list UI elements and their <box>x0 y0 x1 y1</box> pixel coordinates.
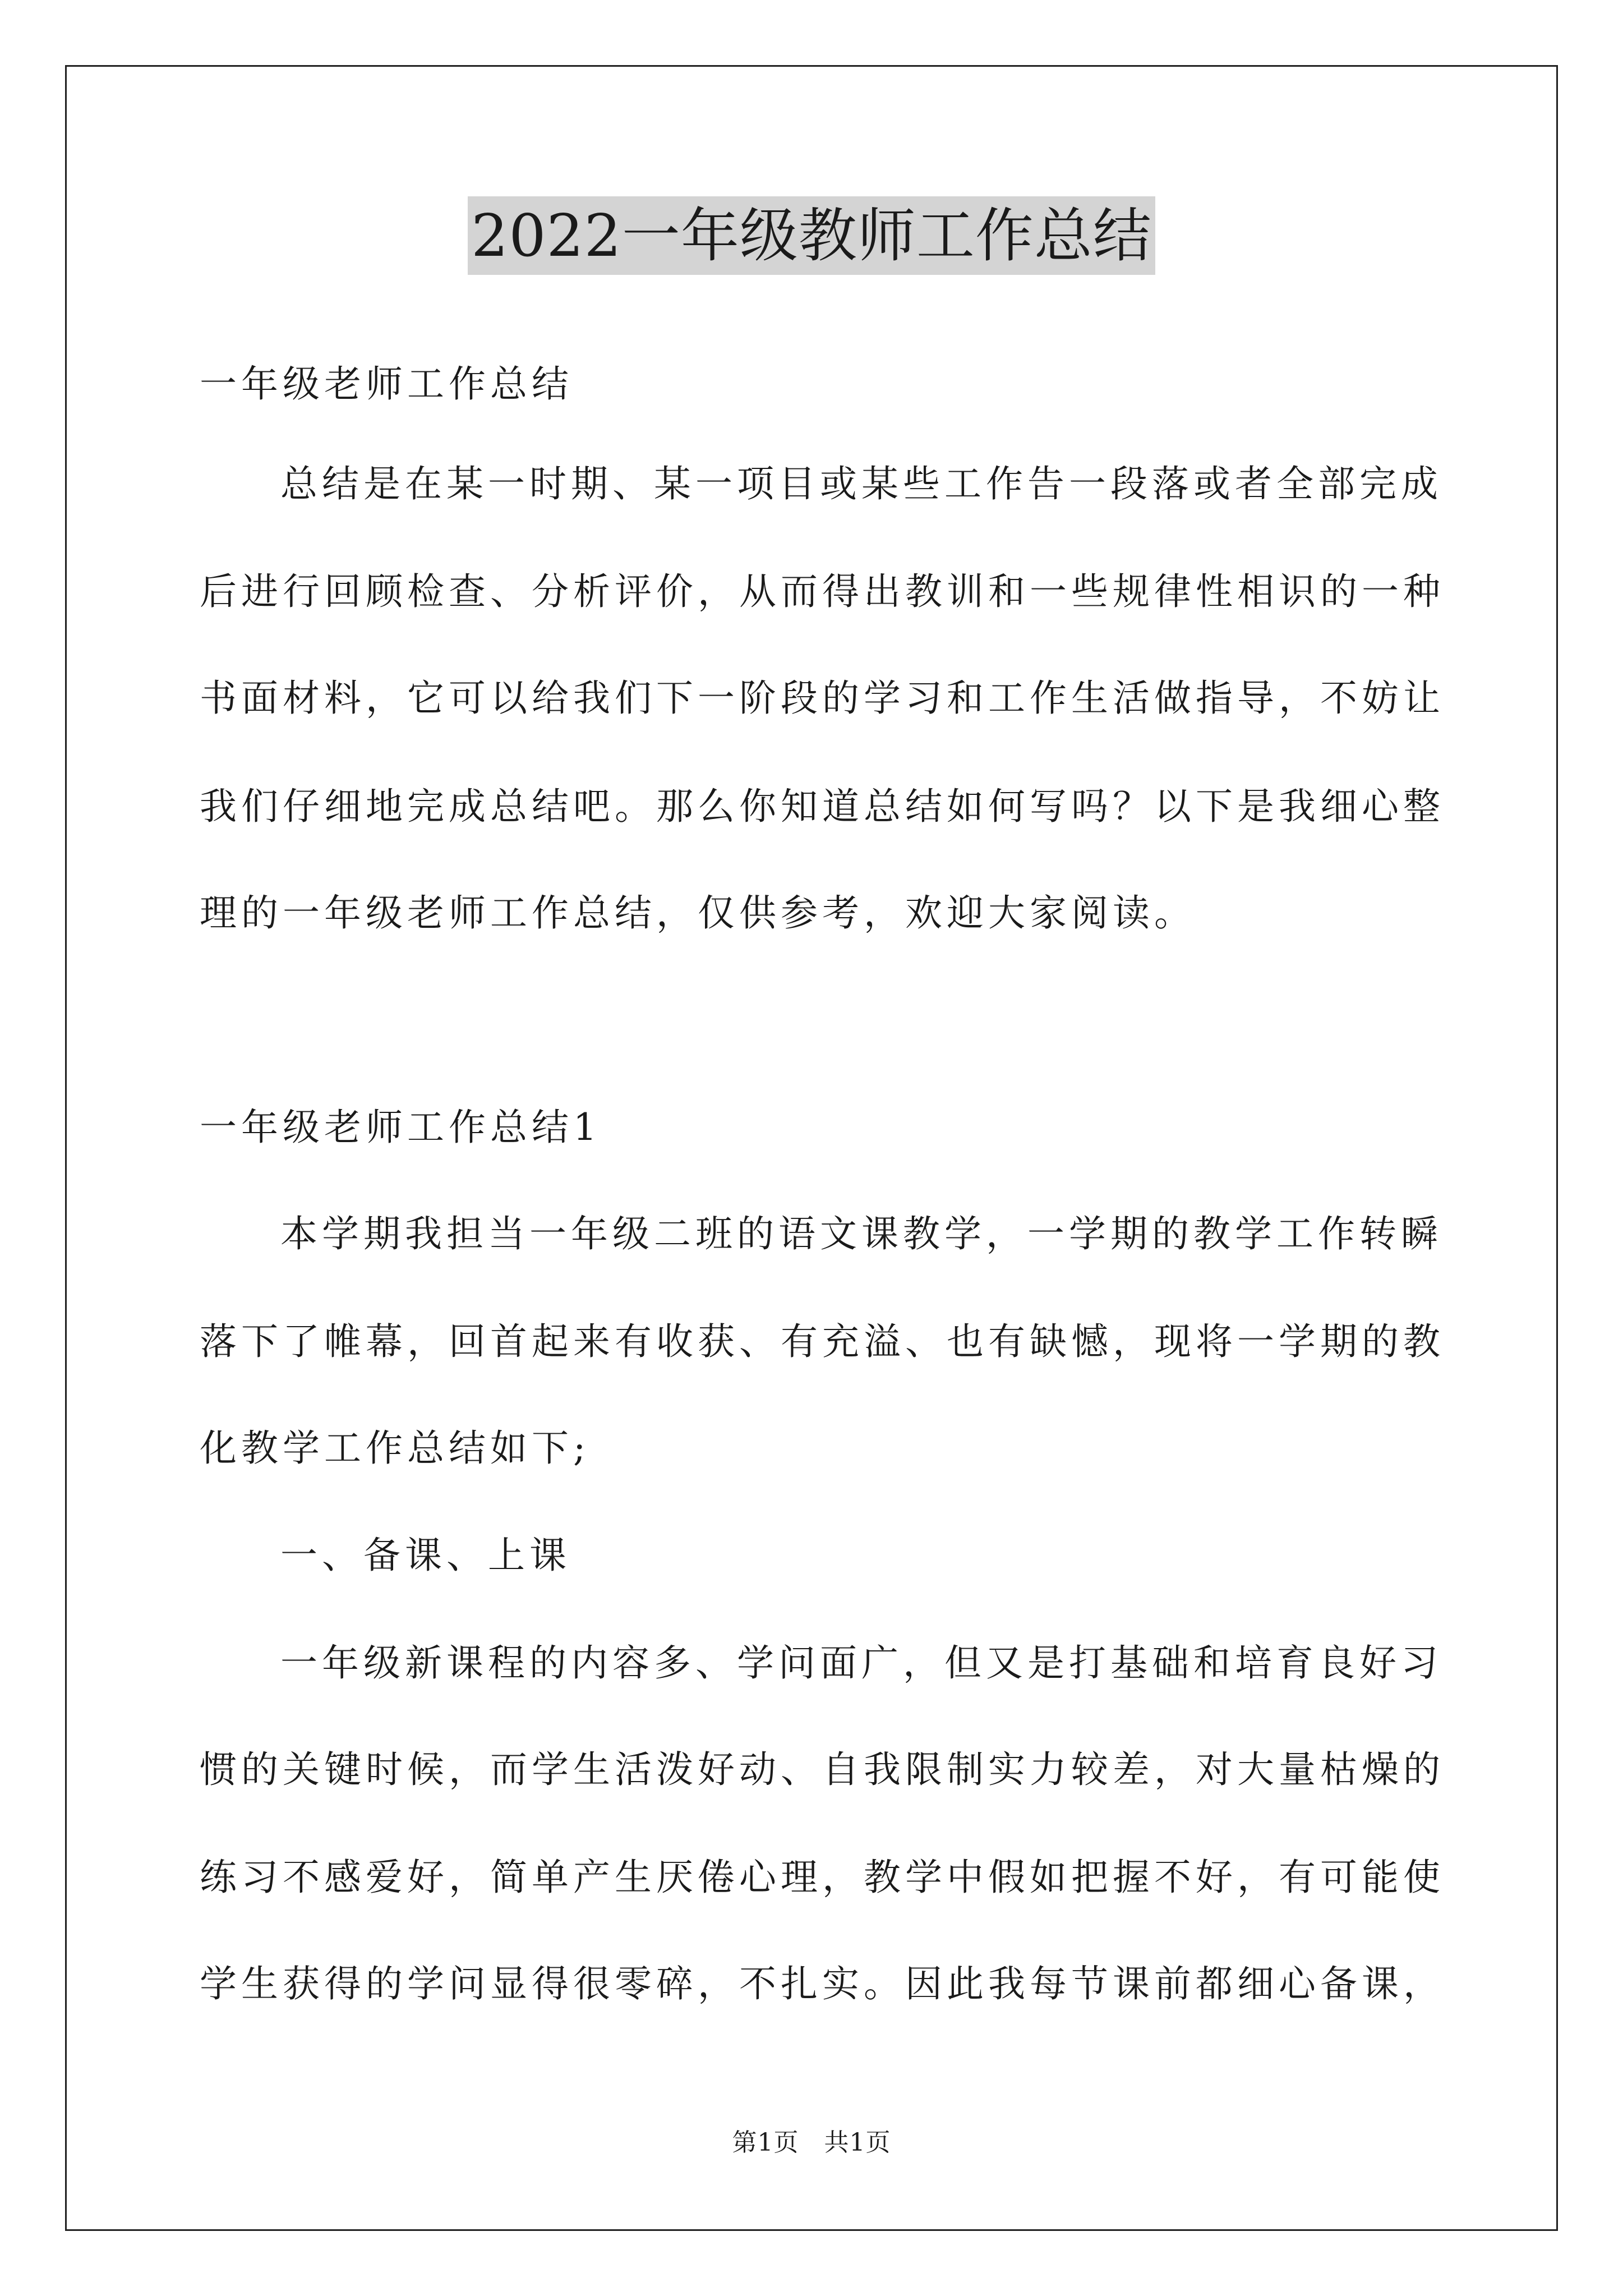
paragraph-line: 学生获得的学问显得很零碎，不扎实。因此我每节课前都细心备课， <box>200 1962 1445 2005</box>
paragraph-line: 理的一年级老师工作总结，仅供参考，欢迎大家阅读。 <box>200 891 1196 935</box>
title-container <box>0 196 1623 275</box>
section-heading: 一年级老师工作总结 <box>200 362 573 406</box>
section-heading: 一年级老师工作总结1 <box>200 1106 601 1149</box>
paragraph-line: 书面材料，它可以给我们下一阶段的学习和工作生活做指导，不妨让 <box>200 677 1445 720</box>
paragraph-line: 后进行回顾检查、分析评价，从而得出教训和一些规律性相识的一种 <box>200 570 1445 613</box>
paragraph-line: 惯的关键时候，而学生活泼好动、自我限制实力较差，对大量枯燥的 <box>200 1748 1445 1791</box>
paragraph-line: 总结是在某一时期、某一项目或某些工作告一段落或者全部完成 <box>280 462 1442 505</box>
document-title: 2022一年级教师工作总结 <box>468 196 1155 275</box>
paragraph-line: 我们仔细地完成总结吧。那么你知道总结如何写吗？以下是我细心整 <box>200 785 1445 828</box>
paragraph-line: 落下了帷幕，回首起来有收获、有充溢、也有缺憾，现将一学期的教 <box>200 1320 1445 1363</box>
paragraph-line: 化教学工作总结如下; <box>200 1427 591 1470</box>
page-footer: 第1页 共1页 <box>732 2128 891 2157</box>
paragraph-line: 本学期我担当一年级二班的语文课教学，一学期的教学工作转瞬 <box>280 1212 1442 1255</box>
subsection-heading: 一、备课、上课 <box>280 1534 571 1577</box>
paragraph-line: 一年级新课程的内容多、学问面广，但又是打基础和培育良好习 <box>280 1641 1442 1685</box>
paragraph-line: 练习不感爱好，简单产生厌倦心理，教学中假如把握不好，有可能使 <box>200 1856 1445 1899</box>
